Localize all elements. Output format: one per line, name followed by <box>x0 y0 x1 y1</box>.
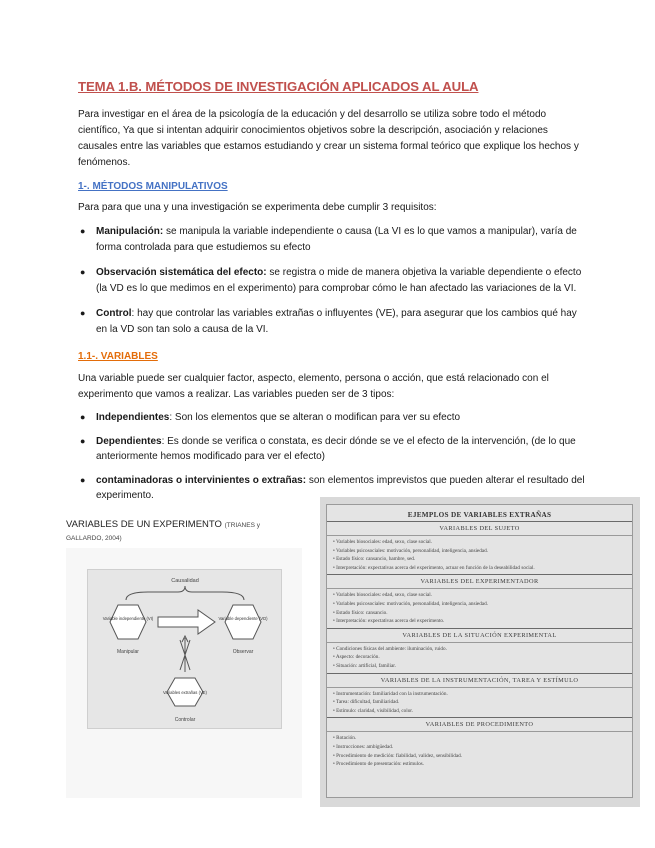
table-section-items <box>327 589 632 627</box>
table-item: • Instrumentación: familiaridad con la instrumentación. <box>333 690 448 697</box>
extraneous-variables-table-image <box>320 497 640 807</box>
table-item: • Variables psicosociales: motivación, personalidad, inteligencia, ansiedad. <box>333 547 488 554</box>
table-item: • Interpretación: expectativas acerca del experimento, actuar en función de la deseabilidad social. <box>333 564 535 571</box>
table-section-items <box>327 732 632 770</box>
section-heading-metodos: 1-. MÉTODOS MANIPULATIVOS <box>78 181 228 192</box>
table-section-items <box>327 688 632 718</box>
manipular-label: Manipular <box>117 649 139 655</box>
experiment-variables-diagram <box>66 548 302 798</box>
list-item: ● Manipulación: se manipula la variable independiente o causa (La VI es lo que vamos a manipular), varía de forma controlada para que estudiemos su efecto <box>80 226 577 253</box>
diagram-panel <box>87 569 282 729</box>
table-item: • Condiciones físicas del ambiente: iluminación, ruido. <box>333 645 447 652</box>
table-section-items <box>327 643 632 673</box>
table-item: • Estímulo: claridad, visibilidad, color. <box>333 707 414 714</box>
table-item: • Variables psicosociales: motivación, personalidad, inteligencia, ansiedad. <box>333 600 488 607</box>
diagram-graphic <box>88 570 283 730</box>
table-section <box>327 628 632 673</box>
table-frame <box>326 504 633 798</box>
table-section-heading: VARIABLES DEL EXPERIMENTADOR <box>327 575 632 589</box>
table-item: • Rotación. <box>333 735 357 742</box>
table-section <box>327 521 632 574</box>
table-item: • Procedimiento de presentación: estímulos. <box>333 761 424 768</box>
table-item: • Procedimiento de medición: fiabilidad, validez, sensibilidad. <box>333 752 463 759</box>
section-heading-variables: 1.1-. VARIABLES <box>78 351 158 362</box>
table-item: • Aspecto: decoración. <box>333 654 380 661</box>
table-section-heading: VARIABLES DE LA INSTRUMENTACIÓN, TAREA Y ESTÍMULO <box>327 674 632 688</box>
list-item: ● contaminadoras o intervinientes o extrañas: son elementos imprevistos que pueden alterar el resultado del experimento. <box>80 474 585 501</box>
table-section-heading: VARIABLES DE PROCEDIMIENTO <box>327 718 632 732</box>
causality-label: Causalidad <box>171 578 199 584</box>
table-section <box>327 673 632 718</box>
section1-lead: Para para que una y una investigación se experimenta debe cumplir 3 requisitos: <box>78 202 437 213</box>
table-item: • Variables biosociales: edad, sexo, clase social. <box>333 592 432 599</box>
table-section <box>327 574 632 627</box>
vd-hexagon <box>225 605 261 639</box>
section2-lead: Una variable puede ser cualquier factor, aspecto, elemento, persona o acción, que está relacionado con el experimento que vamos a realizar. Las variables pueden ser de 3 tipos: <box>78 373 549 400</box>
ve-label: Variables extrañas (VE) <box>163 690 207 695</box>
observar-label: Observar <box>232 649 254 655</box>
list-item: ● Independientes: Son los elementos que se alteran o modifican para ver su efecto <box>80 412 461 423</box>
list-item: ● Control: hay que controlar las variables extrañas o influyentes (VE), para asegurar que los cambios qué hay en la VD son tan solo a causa de la VI. <box>80 308 577 335</box>
causal-arrow <box>158 610 215 634</box>
table-section-heading: VARIABLES DEL SUJETO <box>327 522 632 536</box>
table-sections <box>327 521 632 771</box>
page-title: TEMA 1.B. MÉTODOS DE INVESTIGACIÓN APLICADOS AL AULA <box>78 79 479 94</box>
figure-caption: VARIABLES DE UN EXPERIMENTO (TRIANES y GALLARDO, 2004) <box>66 519 260 542</box>
table-item: • Estado físico: cansancio, hambre, sed. <box>333 556 416 563</box>
table-section-items <box>327 536 632 574</box>
table-item: • Situación: artificial, familiar. <box>333 662 397 669</box>
table-item: • Instrucciones: ambigüedad. <box>333 743 394 750</box>
table-item: • Tarea: dificultad, familiaridad. <box>333 699 400 706</box>
table-section-heading: VARIABLES DE LA SITUACIÓN EXPERIMENTAL <box>327 629 632 643</box>
table-item: • Variables biosociales: edad, sexo, clase social. <box>333 539 432 545</box>
list-item: ● Dependientes: Es donde se verifica o constata, es decir dónde se ve el efecto de la intervención, (de lo que anteriormente hemos modificado para ver el efecto) <box>80 435 576 462</box>
variables-list <box>78 410 588 504</box>
vi-hexagon <box>110 605 146 639</box>
vd-label: Variable dependiente (VD) <box>218 616 268 621</box>
causality-brace <box>126 586 244 600</box>
controlar-label: Controlar <box>174 717 196 723</box>
requirements-list <box>78 224 588 337</box>
vi-label: Variable independiente (VI) <box>102 616 154 621</box>
table-item: • Estado físico: cansancio. <box>333 609 388 616</box>
list-item: ● Observación sistemática del efecto: se registra o mide de manera objetiva la variable dependiente o efecto (la VD es lo que medimos en el experimento) para comprobar cómo le han afectado las variaciones de la VI. <box>80 267 582 294</box>
table-section <box>327 717 632 770</box>
interference-arrows <box>180 636 190 672</box>
table-item: • Interpretación: expectativas acerca del experimento. <box>333 618 445 625</box>
intro-paragraph: Para investigar en el área de la psicología de la educación y del desarrollo se utiliza sobre todo el método científico, Ya que si intentan adquirir conocimientos objetivos sobre la descripción, asociación y relaciones causales entre las variables que estamos estudiando y crear un sistema formal teórico que explique los hechos y fenómenos. <box>78 109 579 168</box>
table-title: EJEMPLOS DE VARIABLES EXTRAÑAS <box>407 511 552 519</box>
